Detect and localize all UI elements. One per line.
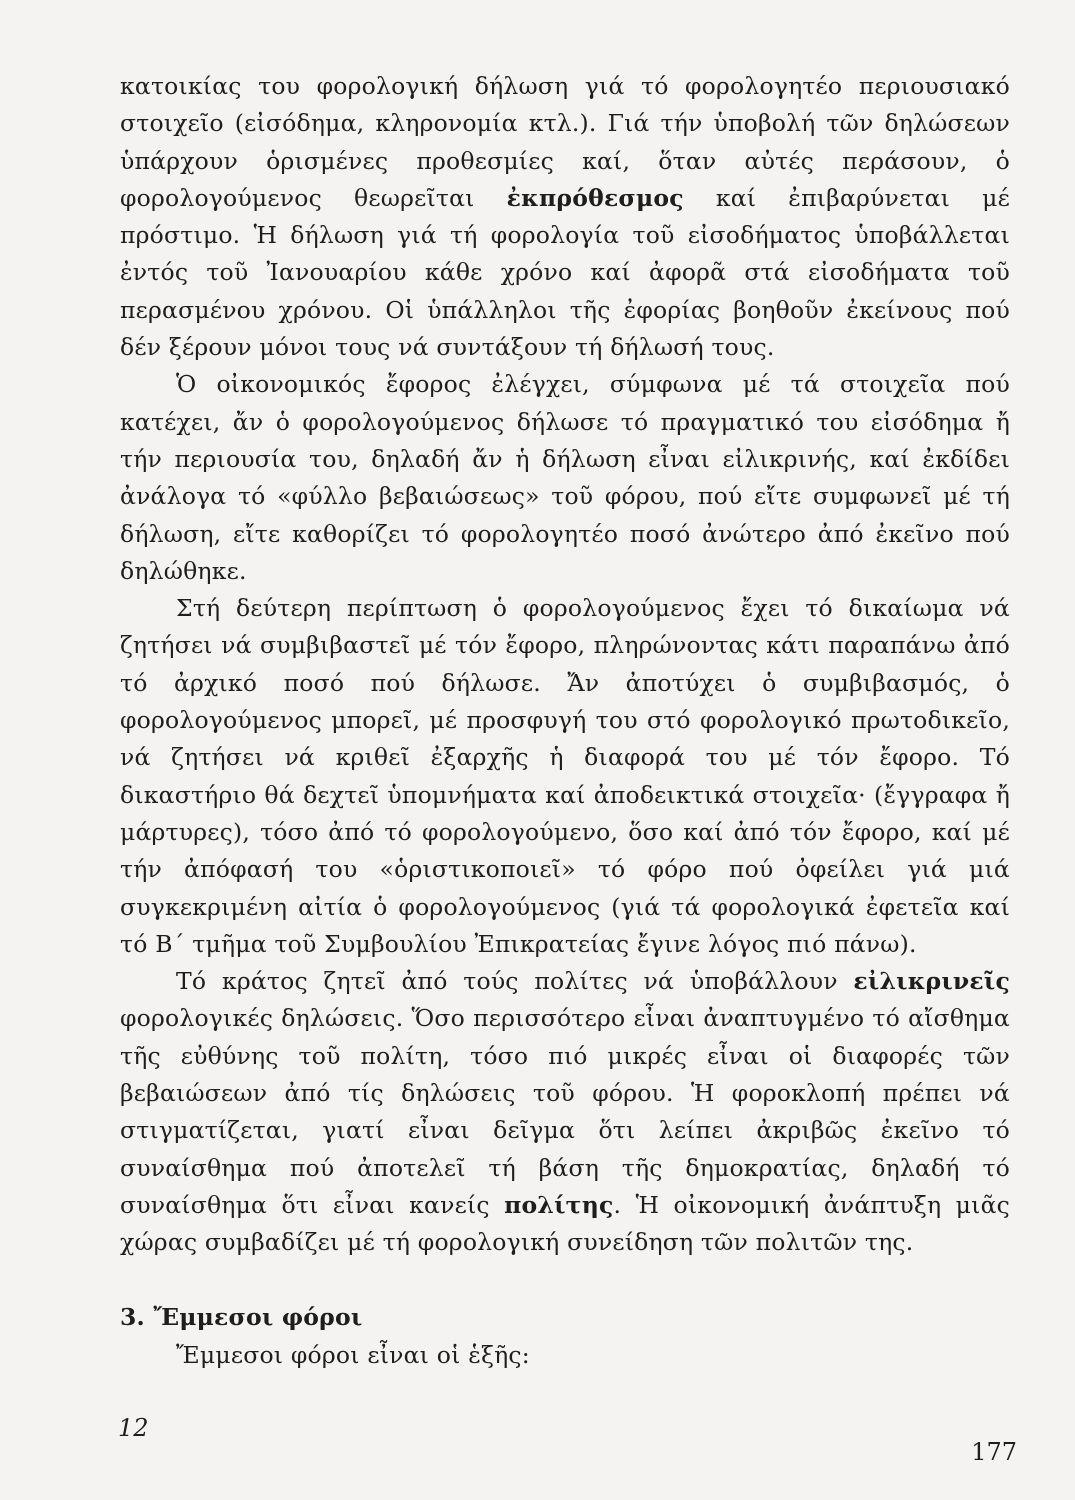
- text-run: καί ἐπιβαρύνεται μέ πρόστιμο. Ἡ δήλωση γιά τή φορολογία τοῦ εἰσοδήματος ὑποβάλλεται ἐντός τοῦ Ἰανουαρίου κάθε χρόνο καί ἀφορᾶ στά εἰσοδήματα τοῦ περασμένου χρόνου. Οἱ ὑπάλληλοι τῆς ἐφορίας βοηθοῦν ἐκείνους πού δέν ξέρουν μόνοι τους νά συντάξουν τή δήλωσή τους.: [120, 183, 1010, 362]
- paragraph-tax-declaration: [120, 68, 1010, 366]
- emphasized-term: πολίτης: [504, 1190, 614, 1219]
- paragraph-tax-inspector: [120, 366, 1010, 590]
- text-run: φορολογικές δηλώσεις. Ὅσο περισσότερο εἶναι ἀναπτυγμένο τό αἴσθημα τῆς εὐθύνης τοῦ πολίτη, τόσο πιό μικρές εἶναι οἱ διαφορές τῶν βεβαιώσεων ἀπό τίς δηλώσεις τοῦ φόρου. Ἡ φοροκλοπή πρέπει νά στιγματίζεται, γιατί εἶναι δεῖγμα ὅτι λείπει ἀκριβῶς ἐκεῖνο τό συναίσθημα πού ἀποτελεῖ τή βάση τῆς δημοκρατίας, δηλαδή τό συναίσθημα ὅτι εἶναι κανείς: [120, 1004, 1010, 1219]
- page-number: 177: [971, 1438, 1017, 1466]
- section-intro: Ἔμμεσοι φόροι εἶναι οἱ ἑξῆς:: [176, 1340, 530, 1369]
- signature-mark: 12: [118, 1414, 149, 1442]
- text-run: Ὁ οἰκονομικός ἔφορος ἐλέγχει, σύμφωνα μέ τά στοιχεῖα πού κατέχει, ἄν ὁ φορολογούμενος δήλωσε τό πραγματικό του εἰσόδημα ἤ τήν περιουσία του, δηλαδή ἄν ἡ δήλωση εἶναι εἰλικρινής, καί ἐκδίδει ἀνάλογα τό «φύλλο βεβαιώσεως» τοῦ φόρου, πού εἴτε συμφωνεῖ μέ τή δήλωση, εἴτε καθορίζει τό φορολογητέο ποσό ἀνώτερο ἀπό ἐκεῖνο πού δηλώθηκε.: [120, 370, 1010, 585]
- emphasized-term: εἰλικρινεῖς: [853, 967, 1010, 996]
- paragraph-honest-declarations: [120, 963, 1010, 1261]
- paragraph-settlement: [120, 590, 1010, 963]
- body-text: [120, 68, 1010, 1374]
- text-run: . Ἡ οἰκονομική ἀνάπτυξη μιᾶς χώρας συμβαδίζει μέ τή φορολογική συνείδηση τῶν πολιτῶν της.: [120, 1190, 1010, 1257]
- section-heading: 3. Ἔμμεσοι φόροι: [120, 1302, 363, 1331]
- text-run: Τό κράτος ζητεῖ ἀπό τούς πολίτες νά ὑποβάλλουν: [176, 967, 854, 996]
- emphasized-term: ἐκπρόθεσμος: [506, 183, 684, 212]
- text-run: Στή δεύτερη περίπτωση ὁ φορολογούμενος ἔχει τό δικαίωμα νά ζητήσει νά συμβιβαστεῖ μέ τόν ἔφορο, πληρώνοντας κάτι παραπάνω ἀπό τό ἀρχικό ποσό πού δήλωσε. Ἄν ἀποτύχει ὁ συμβιβασμός, ὁ φορολογούμενος μπορεῖ, μέ προσφυγή του στό φορολογικό πρωτοδικεῖο, νά ζητήσει νά κριθεῖ ἐξαρχῆς ἡ διαφορά του μέ τόν ἔφορο. Τό δικαστήριο θά δεχτεῖ ὑπομνήματα καί ἀποδεικτικά στοιχεῖα· (ἔγγραφα ἤ μάρτυρες), τόσο ἀπό τό φορολογούμενο, ὅσο καί ἀπό τόν ἔφορο, καί μέ τήν ἀπόφασή του «ὁριστικοποιεῖ» τό φόρο πού ὀφείλει γιά μιά συγκεκριμένη αἰτία ὁ φορολογούμενος (γιά τά φορολογικά ἐφετεῖα καί τό Β΄ τμῆμα τοῦ Συμβουλίου Ἐπικρατείας ἔγινε λόγος πιό πάνω).: [120, 594, 1010, 958]
- text-run: κατοικίας του φορολογική δήλωση γιά τό φορολογητέο περιουσιακό στοιχεῖο (εἰσόδημα, κληρονομία κτλ.). Γιά τήν ὑποβολή τῶν δηλώσεων ὑπάρχουν ὁρισμένες προθεσμίες καί, ὅταν αὐτές περάσουν, ὁ φορολογούμενος θεωρεῖται: [120, 72, 1010, 212]
